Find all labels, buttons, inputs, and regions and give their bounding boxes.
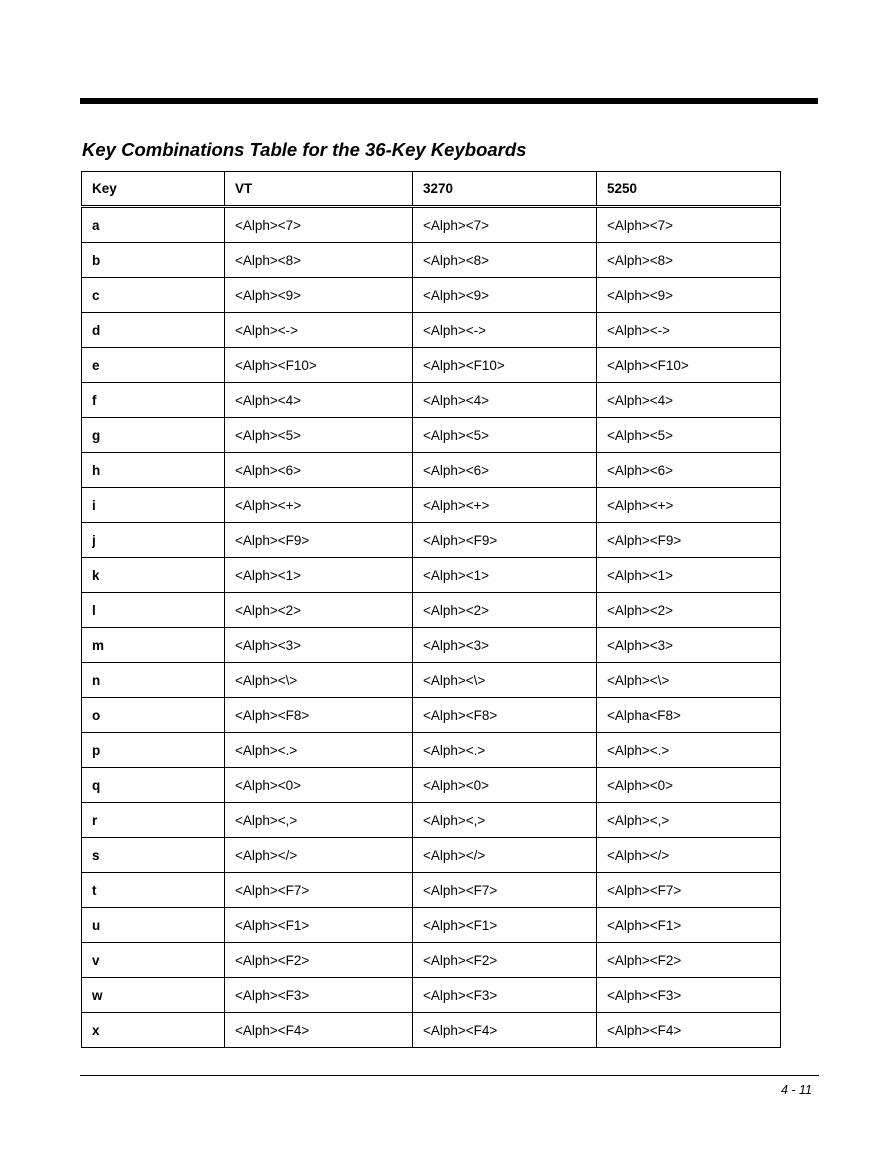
- 3270-cell: <Alph><8>: [413, 243, 597, 278]
- table-row: [82, 593, 781, 628]
- 5250-cell: <Alph><,>: [597, 803, 781, 838]
- 3270-cell: <Alph></>: [413, 838, 597, 873]
- table-row: [82, 418, 781, 453]
- table-row: [82, 768, 781, 803]
- 3270-cell: <Alph><.>: [413, 733, 597, 768]
- 3270-cell: <Alph><6>: [413, 453, 597, 488]
- vt-cell: <Alph><2>: [225, 593, 413, 628]
- 3270-cell: <Alph><4>: [413, 383, 597, 418]
- table-row: [82, 488, 781, 523]
- key-cell: q: [82, 768, 225, 803]
- vt-cell: <Alph><9>: [225, 278, 413, 313]
- vt-cell: <Alph><F2>: [225, 943, 413, 978]
- key-cell: p: [82, 733, 225, 768]
- key-cell: w: [82, 978, 225, 1013]
- header-5250: 5250: [597, 172, 781, 207]
- key-cell: i: [82, 488, 225, 523]
- key-cell: f: [82, 383, 225, 418]
- key-cell: l: [82, 593, 225, 628]
- key-cell: g: [82, 418, 225, 453]
- page-number: 4 - 11: [780, 1083, 812, 1097]
- vt-cell: <Alph><3>: [225, 628, 413, 663]
- key-cell: r: [82, 803, 225, 838]
- header-3270: 3270: [413, 172, 597, 207]
- 5250-cell: <Alph><2>: [597, 593, 781, 628]
- key-cell: c: [82, 278, 225, 313]
- key-cell: x: [82, 1013, 225, 1048]
- 5250-cell: <Alph><1>: [597, 558, 781, 593]
- key-cell: u: [82, 908, 225, 943]
- 3270-cell: <Alph><F4>: [413, 1013, 597, 1048]
- section-title: Key Combinations Table for the 36-Key Keyboards: [82, 139, 527, 160]
- vt-cell: <Alph><F10>: [225, 348, 413, 383]
- table-row: [82, 698, 781, 733]
- top-rule: [80, 98, 818, 104]
- key-cell: m: [82, 628, 225, 663]
- 5250-cell: <Alph><0>: [597, 768, 781, 803]
- table-row: [82, 733, 781, 768]
- vt-cell: <Alph></>: [225, 838, 413, 873]
- 5250-cell: <Alpha<F8>: [597, 698, 781, 733]
- vt-cell: <Alph><6>: [225, 453, 413, 488]
- key-cell: a: [82, 207, 225, 243]
- table-header-row: [82, 172, 781, 207]
- vt-cell: <Alph><F1>: [225, 908, 413, 943]
- vt-cell: <Alph><0>: [225, 768, 413, 803]
- 3270-cell: <Alph><F10>: [413, 348, 597, 383]
- header-key: Key: [82, 172, 225, 207]
- 3270-cell: <Alph><0>: [413, 768, 597, 803]
- 5250-cell: <Alph><F3>: [597, 978, 781, 1013]
- table-row: [82, 558, 781, 593]
- table-row: [82, 663, 781, 698]
- key-cell: n: [82, 663, 225, 698]
- table-row: [82, 453, 781, 488]
- 3270-cell: <Alph><3>: [413, 628, 597, 663]
- table-row: [82, 313, 781, 348]
- vt-cell: <Alph><F4>: [225, 1013, 413, 1048]
- 3270-cell: <Alph><F1>: [413, 908, 597, 943]
- key-cell: j: [82, 523, 225, 558]
- key-cell: d: [82, 313, 225, 348]
- 5250-cell: <Alph><7>: [597, 207, 781, 243]
- 3270-cell: <Alph><1>: [413, 558, 597, 593]
- 5250-cell: <Alph><9>: [597, 278, 781, 313]
- 3270-cell: <Alph><F3>: [413, 978, 597, 1013]
- footer-rule: [80, 1075, 819, 1076]
- vt-cell: <Alph><F7>: [225, 873, 413, 908]
- 5250-cell: <Alph><F1>: [597, 908, 781, 943]
- vt-cell: <Alph><7>: [225, 207, 413, 243]
- table-row: [82, 383, 781, 418]
- 3270-cell: <Alph><F7>: [413, 873, 597, 908]
- 5250-cell: <Alph><3>: [597, 628, 781, 663]
- 5250-cell: <Alph><F2>: [597, 943, 781, 978]
- table-row: [82, 628, 781, 663]
- 3270-cell: <Alph><9>: [413, 278, 597, 313]
- vt-cell: <Alph><F8>: [225, 698, 413, 733]
- table-row: [82, 943, 781, 978]
- table-row: [82, 348, 781, 383]
- 5250-cell: <Alph><+>: [597, 488, 781, 523]
- table-row: [82, 908, 781, 943]
- table-row: [82, 1013, 781, 1048]
- 5250-cell: <Alph><4>: [597, 383, 781, 418]
- vt-cell: <Alph><F3>: [225, 978, 413, 1013]
- 5250-cell: <Alph><F9>: [597, 523, 781, 558]
- key-cell: e: [82, 348, 225, 383]
- 3270-cell: <Alph><F2>: [413, 943, 597, 978]
- key-cell: v: [82, 943, 225, 978]
- vt-cell: <Alph><5>: [225, 418, 413, 453]
- table-row: [82, 873, 781, 908]
- 5250-cell: <Alph><6>: [597, 453, 781, 488]
- vt-cell: <Alph><.>: [225, 733, 413, 768]
- vt-cell: <Alph><\>: [225, 663, 413, 698]
- header-vt: VT: [225, 172, 413, 207]
- 3270-cell: <Alph><7>: [413, 207, 597, 243]
- vt-cell: <Alph><8>: [225, 243, 413, 278]
- table-row: [82, 243, 781, 278]
- 5250-cell: <Alph><->: [597, 313, 781, 348]
- key-cell: k: [82, 558, 225, 593]
- vt-cell: <Alph><,>: [225, 803, 413, 838]
- 5250-cell: <Alph><8>: [597, 243, 781, 278]
- table-body: [82, 207, 781, 1048]
- 3270-cell: <Alph><2>: [413, 593, 597, 628]
- 3270-cell: <Alph><+>: [413, 488, 597, 523]
- key-cell: s: [82, 838, 225, 873]
- 3270-cell: <Alph><F8>: [413, 698, 597, 733]
- 3270-cell: <Alph><\>: [413, 663, 597, 698]
- 3270-cell: <Alph><,>: [413, 803, 597, 838]
- 3270-cell: <Alph><5>: [413, 418, 597, 453]
- table-row: [82, 803, 781, 838]
- table-row: [82, 838, 781, 873]
- 3270-cell: <Alph><F9>: [413, 523, 597, 558]
- key-cell: t: [82, 873, 225, 908]
- table-row: [82, 523, 781, 558]
- 5250-cell: <Alph><.>: [597, 733, 781, 768]
- vt-cell: <Alph><1>: [225, 558, 413, 593]
- 3270-cell: <Alph><->: [413, 313, 597, 348]
- 5250-cell: <Alph></>: [597, 838, 781, 873]
- table-row: [82, 278, 781, 313]
- 5250-cell: <Alph><\>: [597, 663, 781, 698]
- 5250-cell: <Alph><5>: [597, 418, 781, 453]
- key-cell: o: [82, 698, 225, 733]
- vt-cell: <Alph><+>: [225, 488, 413, 523]
- 5250-cell: <Alph><F10>: [597, 348, 781, 383]
- 5250-cell: <Alph><F4>: [597, 1013, 781, 1048]
- table-row: [82, 978, 781, 1013]
- vt-cell: <Alph><->: [225, 313, 413, 348]
- vt-cell: <Alph><F9>: [225, 523, 413, 558]
- key-cell: h: [82, 453, 225, 488]
- table-row: [82, 207, 781, 243]
- key-cell: b: [82, 243, 225, 278]
- key-combinations-table: [81, 171, 781, 1048]
- 5250-cell: <Alph><F7>: [597, 873, 781, 908]
- vt-cell: <Alph><4>: [225, 383, 413, 418]
